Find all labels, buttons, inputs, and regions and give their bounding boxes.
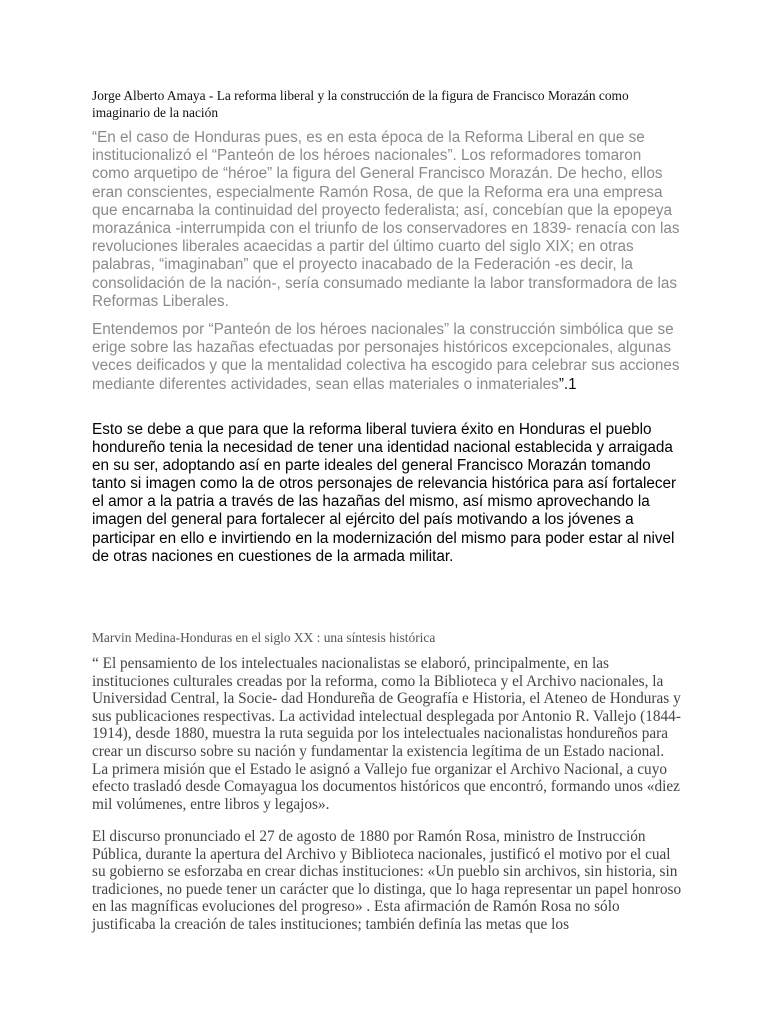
commentary-paragraph: Esto se debe a que para que la reforma liberal tuviera éxito en Honduras el pueblo hondureño tenia la necesidad de tener una identidad nacional establecida y arraigada en su ser, adoptando así en parte ideales del general Francisco Morazán tomando tanto si imagen como la de otros personajes de relevancia histórica para así fortalecer el amor a la patria a través de las hazañas del mismo, así mismo aprovechando la imagen del general para fortalecer al ejército del país motivando a los jóvenes a participar en ello e invirtiendo en la modernización del mismo para poder estar al nivel de otras naciones en cuestiones de la armada militar.	[92, 421, 677, 565]
quote-paragraph-panteon-text: Entendemos por “Panteón de los héroes nacionales” la construcción simbólica que se erige sobre las hazañas efectuadas por personajes históricos excepcionales, algunas veces deificados y que la mentalidad colectiva ha escogido para celebrar sus acciones mediante diferentes actividades, sean ellas materiales o inmateriales	[92, 321, 680, 393]
quote-paragraph-intelectuales: “ El pensamiento de los intelectuales nacionalistas se elaboró, principalmente, en las instituciones culturales creadas por la reforma, como la Biblioteca y el Archivo nacionales, la Universidad Central, la Socie- dad Hondureña de Geografía e Historia, el Ateneo de Honduras y sus publicaciones respectivas. La actividad intelectual desplegada por Antonio R. Vallejo (1844-1914), desde 1880, muestra la ruta seguida por los intelectuales nacionalistas hondureños para crear un discurso sobre su nación y fundamentar la existencia legítima de un Estado nacional. La primera misión que el Estado le asignó a Vallejo fue organizar el Archivo Nacional, a cuyo efecto trasladó desde Comayagua los documentos históricos que encontró, formando unos «diez mil volúmenes, entre libros y legajos».	[92, 655, 681, 813]
source-heading-medina: Marvin Medina-Honduras en el siglo XX : una síntesis histórica	[92, 630, 436, 645]
quote-paragraph-reforma-liberal: “En el caso de Honduras pues, es en esta época de la Reforma Liberal en que se institucionalizó el “Panteón de los héroes nacionales”. Los reformadores tomaron como arquetipo de “héroe” la figura del General Francisco Morazán. De hecho, ellos eran conscientes, especialmente Ramón Rosa, de que la Reforma era una empresa que encarnaba la continuidad del proyecto federalista; así, concebían que la epopeya morazánica -interrumpida con el triunfo de los conservadores en 1839- renacía con las revoluciones liberales acaecidas a partir del último cuarto del siglo XIX; en otras palabras, “imaginaban” que el proyecto inacabado de la Federación -es decir, la consolidación de la nación-, sería consumado mediante la labor transformadora de las Reformas Liberales.	[92, 129, 680, 310]
quote-paragraph-discurso-rosa: El discurso pronunciado el 27 de agosto de 1880 por Ramón Rosa, ministro de Instrucción Pública, durante la apertura del Archivo y Biblioteca nacionales, justificó el motivo por el cual su gobierno se esforzaba en crear dichas instituciones: «Un pueblo sin archivos, sin historia, sin tradiciones, no puede tener un carácter que lo distinga, que lo haga representar un papel honroso en las magníficas evoluciones del progreso» . Esta afirmación de Ramón Rosa no sólo justificaba la creación de tales instituciones; también definía las metas que los	[92, 828, 682, 933]
footnote-reference: ”.1	[558, 375, 577, 393]
quote-paragraph-panteon	[92, 321, 682, 394]
source-heading-amaya: Jorge Alberto Amaya - La reforma liberal y la construcción de la figura de Francisco Morazán como imaginario de la nación	[92, 88, 629, 120]
